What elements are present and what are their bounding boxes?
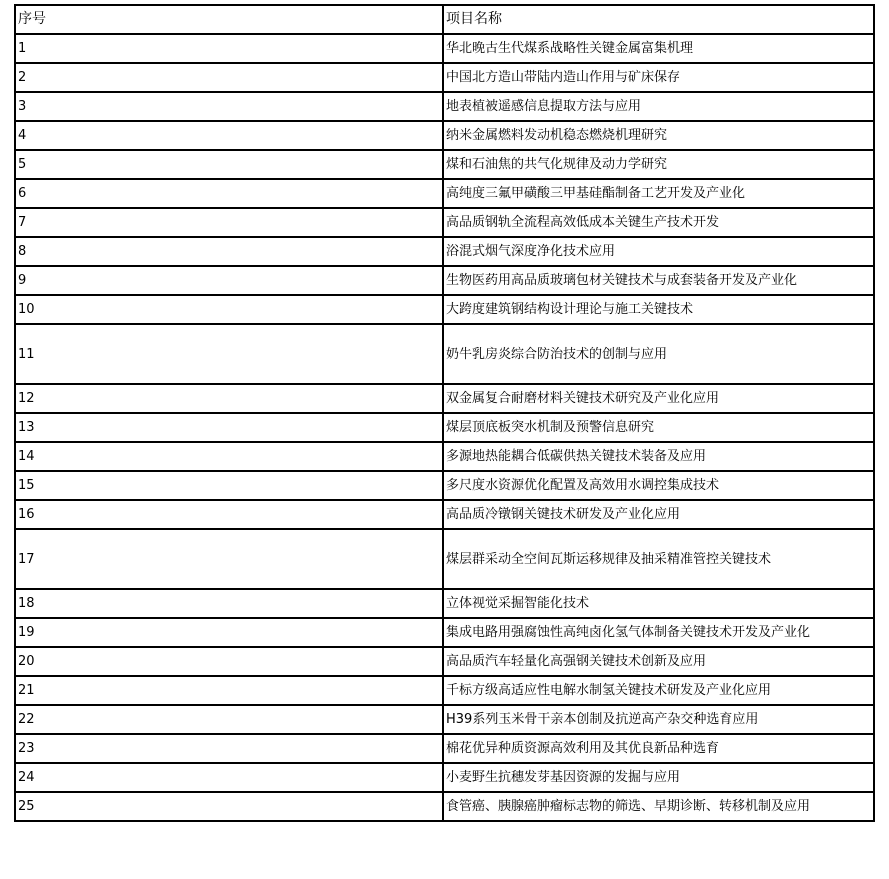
table-row: [15, 34, 874, 63]
table-row: [15, 121, 874, 150]
table-row: [15, 589, 874, 618]
row-index-cell: 21: [15, 676, 443, 705]
table-row: [15, 647, 874, 676]
row-index-cell: 2: [15, 63, 443, 92]
row-index-cell: 12: [15, 384, 443, 413]
table-row: [15, 676, 874, 705]
table-row: [15, 324, 874, 384]
table-row: [15, 266, 874, 295]
row-index-cell: 23: [15, 734, 443, 763]
row-index-cell: 13: [15, 413, 443, 442]
row-name-cell: 高品质汽车轻量化高强钢关键技术创新及应用: [443, 647, 874, 676]
row-index-cell: 1: [15, 34, 443, 63]
row-name-cell: 立体视觉采掘智能化技术: [443, 589, 874, 618]
row-name-cell: 多尺度水资源优化配置及高效用水调控集成技术: [443, 471, 874, 500]
table-row: [15, 63, 874, 92]
table-row: [15, 529, 874, 589]
row-name-cell: 多源地热能耦合低碳供热关键技术装备及应用: [443, 442, 874, 471]
table-row: [15, 295, 874, 324]
table-row: [15, 413, 874, 442]
table-row: [15, 237, 874, 266]
row-name-cell: 小麦野生抗穗发芽基因资源的发掘与应用: [443, 763, 874, 792]
table-header-row: [15, 5, 874, 34]
row-index-cell: 6: [15, 179, 443, 208]
table-row: [15, 618, 874, 647]
row-index-cell: 20: [15, 647, 443, 676]
header-name: 项目名称: [443, 5, 874, 34]
row-name-cell: 华北晚古生代煤系战略性关键金属富集机理: [443, 34, 874, 63]
row-index-cell: 22: [15, 705, 443, 734]
table-row: [15, 792, 874, 821]
row-index-cell: 16: [15, 500, 443, 529]
row-name-cell: 煤层顶底板突水机制及预警信息研究: [443, 413, 874, 442]
row-name-cell: H39系列玉米骨干亲本创制及抗逆高产杂交种选育应用: [443, 705, 874, 734]
row-name-cell: 纳米金属燃料发动机稳态燃烧机理研究: [443, 121, 874, 150]
row-name-cell: 地表植被遥感信息提取方法与应用: [443, 92, 874, 121]
row-name-cell: 双金属复合耐磨材料关键技术研究及产业化应用: [443, 384, 874, 413]
row-name-cell: 浴混式烟气深度净化技术应用: [443, 237, 874, 266]
row-index-cell: 14: [15, 442, 443, 471]
row-name-cell: 食管癌、胰腺癌肿瘤标志物的筛选、早期诊断、转移机制及应用: [443, 792, 874, 821]
row-name-cell: 大跨度建筑钢结构设计理论与施工关键技术: [443, 295, 874, 324]
table-row: [15, 500, 874, 529]
table-row: [15, 763, 874, 792]
table-row: [15, 734, 874, 763]
row-name-cell: 奶牛乳房炎综合防治技术的创制与应用: [443, 324, 874, 384]
row-index-cell: 8: [15, 237, 443, 266]
row-name-cell: 高纯度三氟甲磺酸三甲基硅酯制备工艺开发及产业化: [443, 179, 874, 208]
row-index-cell: 17: [15, 529, 443, 589]
row-index-cell: 24: [15, 763, 443, 792]
row-index-cell: 9: [15, 266, 443, 295]
row-name-cell: 千标方级高适应性电解水制氢关键技术研发及产业化应用: [443, 676, 874, 705]
row-index-cell: 19: [15, 618, 443, 647]
table-row: [15, 92, 874, 121]
row-name-cell: 高品质冷镦钢关键技术研发及产业化应用: [443, 500, 874, 529]
row-name-cell: 集成电路用强腐蚀性高纯卤化氢气体制备关键技术开发及产业化: [443, 618, 874, 647]
table-row: [15, 471, 874, 500]
row-index-cell: 10: [15, 295, 443, 324]
row-name-cell: 中国北方造山带陆内造山作用与矿床保存: [443, 63, 874, 92]
row-name-cell: 高品质钢轨全流程高效低成本关键生产技术开发: [443, 208, 874, 237]
table-row: [15, 442, 874, 471]
row-name-cell: 生物医药用高品质玻璃包材关键技术与成套装备开发及产业化: [443, 266, 874, 295]
row-name-cell: 煤层群采动全空间瓦斯运移规律及抽采精准管控关键技术: [443, 529, 874, 589]
row-index-cell: 18: [15, 589, 443, 618]
header-index: 序号: [15, 5, 443, 34]
table-row: [15, 384, 874, 413]
row-index-cell: 15: [15, 471, 443, 500]
row-index-cell: 3: [15, 92, 443, 121]
project-table: [14, 4, 875, 822]
row-index-cell: 25: [15, 792, 443, 821]
row-index-cell: 5: [15, 150, 443, 179]
table-row: [15, 179, 874, 208]
row-index-cell: 7: [15, 208, 443, 237]
table-row: [15, 705, 874, 734]
row-name-cell: 煤和石油焦的共气化规律及动力学研究: [443, 150, 874, 179]
row-index-cell: 11: [15, 324, 443, 384]
row-index-cell: 4: [15, 121, 443, 150]
table-row: [15, 150, 874, 179]
table-row: [15, 208, 874, 237]
row-name-cell: 棉花优异种质资源高效利用及其优良新品种选育: [443, 734, 874, 763]
table-body: [15, 5, 874, 821]
